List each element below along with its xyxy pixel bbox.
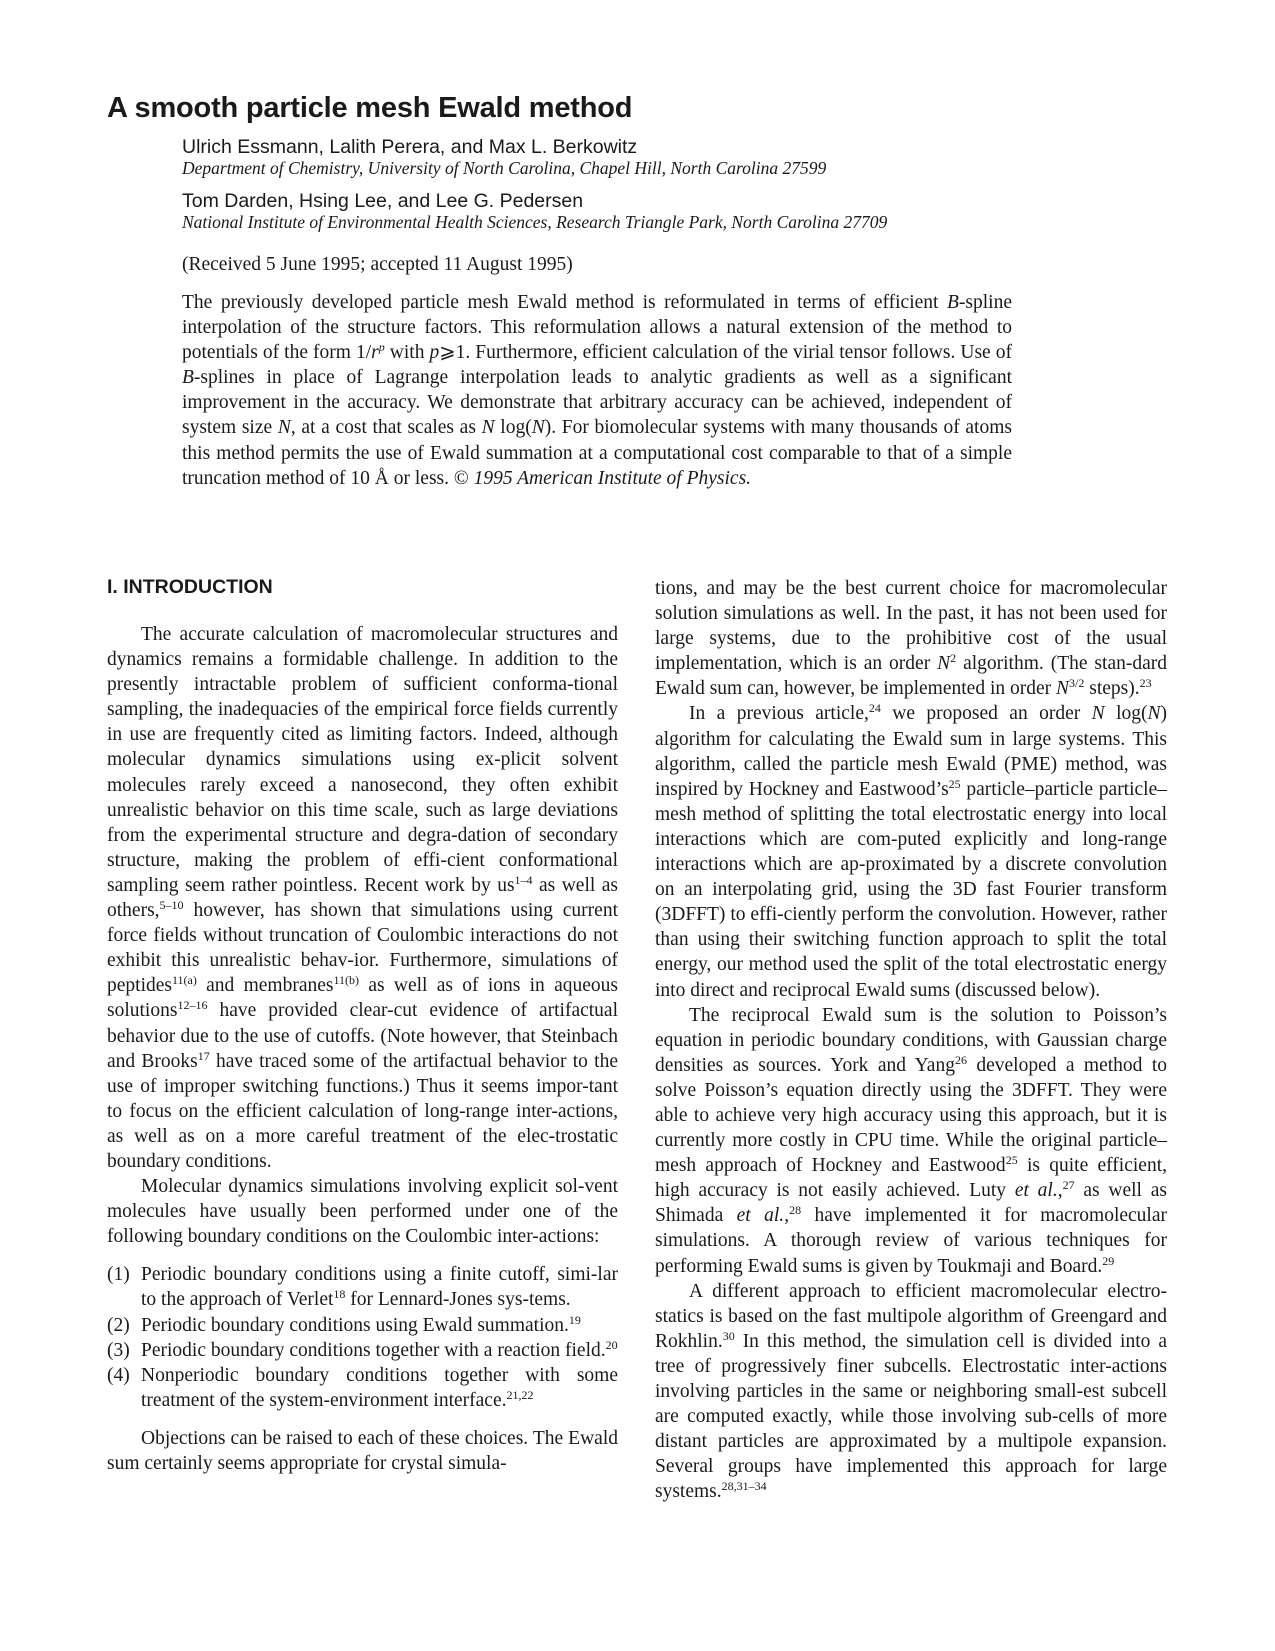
citation: 27 xyxy=(1062,1178,1075,1193)
author-list-1: Ulrich Essmann, Lalith Perera, and Max L. Berkowitz xyxy=(182,136,638,158)
citation: 12–16 xyxy=(177,998,208,1013)
citation: 18 xyxy=(333,1287,346,1302)
citation: 30 xyxy=(722,1328,735,1343)
citation: 11(b) xyxy=(333,973,360,988)
citation: 28 xyxy=(789,1203,802,1218)
citation: 23 xyxy=(1139,676,1152,691)
abstract: The previously developed particle mesh Ewald method is reformulated in terms of efficient B-spline interpolation of the structure factors. This reformulation allows a natural extension of the method to potentials of the form $1/r^p$ with p⩾1. Furthermore, efficient calculation of the virial tensor follows. Use of B-splines in place of Lagrange interpolation leads to analytic gradients as well as a significant improvement in the accuracy. We demonstrate that arbitrary accuracy can be achieved, independent of system size N, at a cost that scales as N log(N). For biomolecular systems with many thousands of atoms this method permits the use of Ewald summation at a computational cost comparable to that of a simple truncation method of 10 Å or less. © 1995 American Institute of Physics. xyxy=(182,292,1012,489)
affiliation-2: National Institute of Environmental Health Sciences, Research Triangle Park, North Carolina 27709 xyxy=(182,212,888,232)
list-item: (1) Periodic boundary conditions using a finite cutoff, simi-lar to the approach of Verlet$^{18}$ for Lennard-Jones sys-tems. xyxy=(107,1264,618,1311)
citation: 28,31–34 xyxy=(721,1479,767,1494)
paragraph: A different approach to efficient macromolecular electro-statics is based on the fast multipole algorithm of Greengard and Rokhlin.$^{30}$ In this method, the simulation cell is divided into a tree of progressively finer subcells. Electrostatic inter-actions involving particles in the same or neighboring small-est subcell are computed exactly, while those involving sub-cells of more distant particles are approximated by a multipole expansion. Several groups have implemented this approach for large systems.$^{28,31-34}$ xyxy=(655,1280,1167,1503)
citation: 19 xyxy=(568,1312,581,1327)
citation: 26 xyxy=(954,1052,967,1067)
paragraph: tions, and may be the best current choice for macromolecular solution simulations as well. In the past, it has not been used for large systems, due to the prohibitive cost of the usual implementation, which is an order $N^2$ algorithm. (The stan-dard Ewald sum can, however, be implemented in order $N^{3/2}$ steps).$^{23}$ xyxy=(655,578,1167,700)
citation: 21,22 xyxy=(506,1387,534,1402)
section-heading: I. INTRODUCTION xyxy=(107,576,273,598)
citation: 1–4 xyxy=(514,872,533,887)
citation: 5–10 xyxy=(159,898,184,913)
left-column xyxy=(107,622,618,1476)
paragraph: Objections can be raised to each of these choices. The Ewald sum certainly seems appropriate for crystal simula- xyxy=(107,1427,618,1474)
citation: 11(a) xyxy=(171,973,197,988)
citation: 17 xyxy=(197,1048,210,1063)
right-column xyxy=(655,576,1167,1504)
citation: 20 xyxy=(605,1337,618,1352)
list-item: (4) Nonperiodic boundary conditions together with some treatment of the system-environment interface.$^{21,22}$ xyxy=(107,1364,618,1411)
paragraph: The reciprocal Ewald sum is the solution to Poisson’s equation in periodic boundary conditions, with Gaussian charge densities as sources. York and Yang$^{26}$ developed a method to solve Poisson’s equation directly using the 3DFFT. They were able to achieve very high accuracy using this approach, but it is currently more costly in CPU time. While the original particle–mesh approach of Hockney and Eastwood$^{25}$ is quite efficient, high accuracy is not easily achieved. Luty et al.,$^{27}$ as well as Shimada et al.,$^{28}$ have implemented it for macromolecular simulations. A thorough review of various techniques for performing Ewald sums is given by Toukmaji and Board.$^{29}$ xyxy=(655,1004,1167,1277)
paragraph: In a previous article,$^{24}$ we proposed an order N log(N) algorithm for calculating the Ewald sum in large systems. This algorithm, called the particle mesh Ewald (PME) method, was inspired by Hockney and $Eastwood’s^{25}$ particle–particle particle–mesh method of splitting the total electrostatic energy into local interactions which are com-puted explicitly and long-range interactions which are ap-proximated by a discrete convolution on an interpolating grid, using the 3D fast Fourier transform (3DFFT) to effi-ciently perform the convolution. However, rather than using their switching function approach to split the total energy, our method used the split of the total electrostatic energy into direct and reciprocal Ewald sums (discussed below). xyxy=(655,701,1168,1001)
affiliation-1: Department of Chemistry, University of North Carolina, Chapel Hill, North Carolina 27599 xyxy=(182,158,827,178)
paper-title: A smooth particle mesh Ewald method xyxy=(107,92,633,124)
citation: 29 xyxy=(1102,1253,1115,1268)
boundary-conditions-list xyxy=(107,1262,618,1413)
paragraph: Molecular dynamics simulations involving explicit sol-vent molecules have usually been performed under one of the following boundary conditions on the Coulombic inter-actions: xyxy=(107,1176,618,1248)
citation: 25 xyxy=(948,776,961,791)
paragraph: The accurate calculation of macromolecular structures and dynamics remains a formidable challenge. In addition to the presently intractable problem of sufficient conforma-tional sampling, the inadequacies of the empirical force fields currently in use are frequently cited as limiting factors. Indeed, although molecular dynamics simulations using ex-plicit solvent molecules rarely exceed a nanosecond, they often exhibit unrealistic behavior on this time scale, such as large deviations from the experimental structure and degra-dation of secondary structure, making the problem of effi-cient conformational sampling seem rather pointless. Recent work by $us^{1-4}$ as well as others,$^{5-10}$ however, has shown that simulations using current force fields without truncation of Coulombic interactions do not exhibit this unrealistic behav-ior. Furthermore, simulations of peptides$^{11(a)}$ and membranes$^{11(b)}$ as well as of ions in aqueous solutions$^{12-16}$ have provided clear-cut evidence of artifactual behavior due to the use of cutoffs. (Note however, that Steinbach and Brooks$^{17}$ have traced some of the artifactual behavior to the use of improper switching functions.) Thus it seems impor-tant to focus on the efficient calculation of long-range inter-actions, as well as on a more careful treatment of the elec-trostatic boundary conditions. xyxy=(107,624,619,1172)
citation: 24 xyxy=(868,701,881,716)
list-item: (2) Periodic boundary conditions using Ewald summation.$^{19}$ xyxy=(107,1312,581,1336)
received-dates: (Received 5 June 1995; accepted 11 August 1995) xyxy=(182,254,573,275)
list-item: (3) Periodic boundary conditions together with a reaction field.$^{20}$ xyxy=(107,1337,618,1361)
citation: 25 xyxy=(1005,1153,1018,1168)
copyright-notice: 1995 American Institute of Physics. xyxy=(473,467,752,489)
author-list-2: Tom Darden, Hsing Lee, and Lee G. Pedersen xyxy=(182,190,584,212)
